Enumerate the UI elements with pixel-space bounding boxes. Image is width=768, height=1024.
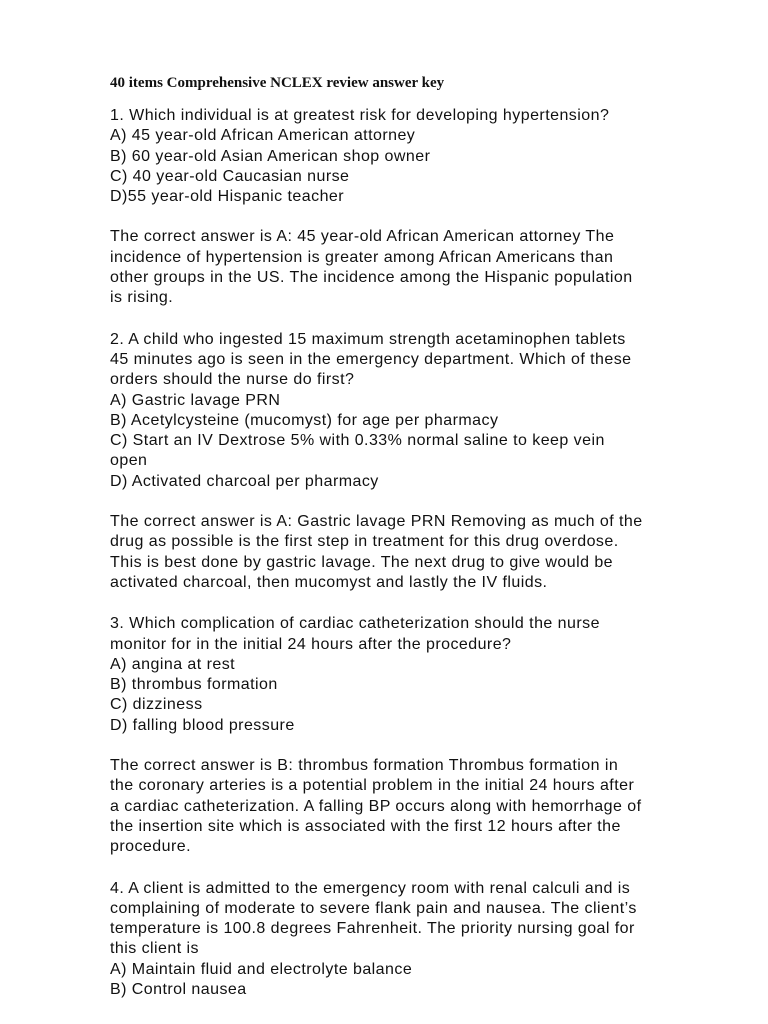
question-2-stem: 45 minutes ago is seen in the emergency department. Which of these (110, 350, 632, 368)
question-4-stem: complaining of moderate to severe flank pain and nausea. The client’s (110, 899, 637, 917)
document-page (110, 73, 750, 1020)
answer-3 (110, 756, 750, 857)
question-2-option-c: C) Start an IV Dextrose 5% with 0.33% normal saline to keep vein (110, 432, 605, 450)
answer-2-line: activated charcoal, then mucomyst and lastly the IV fluids. (110, 573, 548, 591)
answer-1 (110, 227, 750, 308)
question-1-option-c: C) 40 year-old Caucasian nurse (110, 167, 350, 185)
answer-3-line: The correct answer is B: thrombus formation Thrombus formation in (110, 757, 619, 775)
question-2-option-b: B) Acetylcysteine (mucomyst) for age per pharmacy (110, 411, 499, 429)
question-3-option-d: D) falling blood pressure (110, 716, 295, 734)
question-2-option-d: D) Activated charcoal per pharmacy (110, 472, 379, 490)
question-3-option-b: B) thrombus formation (110, 676, 278, 694)
answer-2-line: The correct answer is A: Gastric lavage PRN Removing as much of the (110, 513, 643, 531)
document-title: 40 items Comprehensive NCLEX review answer key (110, 75, 445, 91)
answer-3-line: procedure. (110, 838, 191, 856)
question-2-option-a: A) Gastric lavage PRN (110, 391, 281, 409)
question-2-stem: 2. A child who ingested 15 maximum strength acetaminophen tablets (110, 330, 626, 348)
question-2-option-c: open (110, 452, 148, 470)
answer-1-line: is rising. (110, 289, 174, 307)
answer-1-line: incidence of hypertension is greater among African Americans than (110, 248, 614, 266)
question-3 (110, 614, 750, 736)
question-4-stem: 4. A client is admitted to the emergency room with renal calculi and is (110, 879, 631, 897)
question-4-stem: temperature is 100.8 degrees Fahrenheit. The priority nursing goal for (110, 920, 635, 938)
question-3-stem: 3. Which complication of cardiac catheterization should the nurse (110, 615, 600, 633)
answer-1-line: other groups in the US. The incidence among the Hispanic population (110, 269, 633, 287)
question-3-stem: monitor for in the initial 24 hours after the procedure? (110, 635, 512, 653)
question-3-option-a: A) angina at rest (110, 655, 236, 673)
question-4-option-a: A) Maintain fluid and electrolyte balance (110, 960, 413, 978)
question-4-stem: this client is (110, 940, 199, 958)
question-1-option-b: B) 60 year-old Asian American shop owner (110, 147, 431, 165)
answer-2 (110, 512, 750, 593)
answer-3-line: the coronary arteries is a potential problem in the initial 24 hours after (110, 777, 635, 795)
answer-2-line: This is best done by gastric lavage. The next drug to give would be (110, 553, 614, 571)
question-1-option-d: D)55 year-old Hispanic teacher (110, 188, 345, 206)
question-4-option-b: B) Control nausea (110, 980, 247, 998)
question-1-option-a: A) 45 year-old African American attorney (110, 127, 416, 145)
question-4 (110, 879, 750, 1001)
question-1-stem: 1. Which individual is at greatest risk for developing hypertension? (110, 107, 610, 124)
question-2-stem: orders should the nurse do first? (110, 371, 355, 389)
question-2 (110, 330, 750, 492)
answer-3-line: a cardiac catheterization. A falling BP occurs along with hemorrhage of (110, 797, 642, 815)
answer-3-line: the insertion site which is associated with the first 12 hours after the (110, 817, 621, 835)
question-3-option-c: C) dizziness (110, 696, 203, 714)
question-1 (110, 106, 750, 207)
answer-2-line: drug as possible is the first step in treatment for this drug overdose. (110, 533, 619, 551)
answer-1-line: The correct answer is A: 45 year-old African American attorney The (110, 228, 615, 246)
